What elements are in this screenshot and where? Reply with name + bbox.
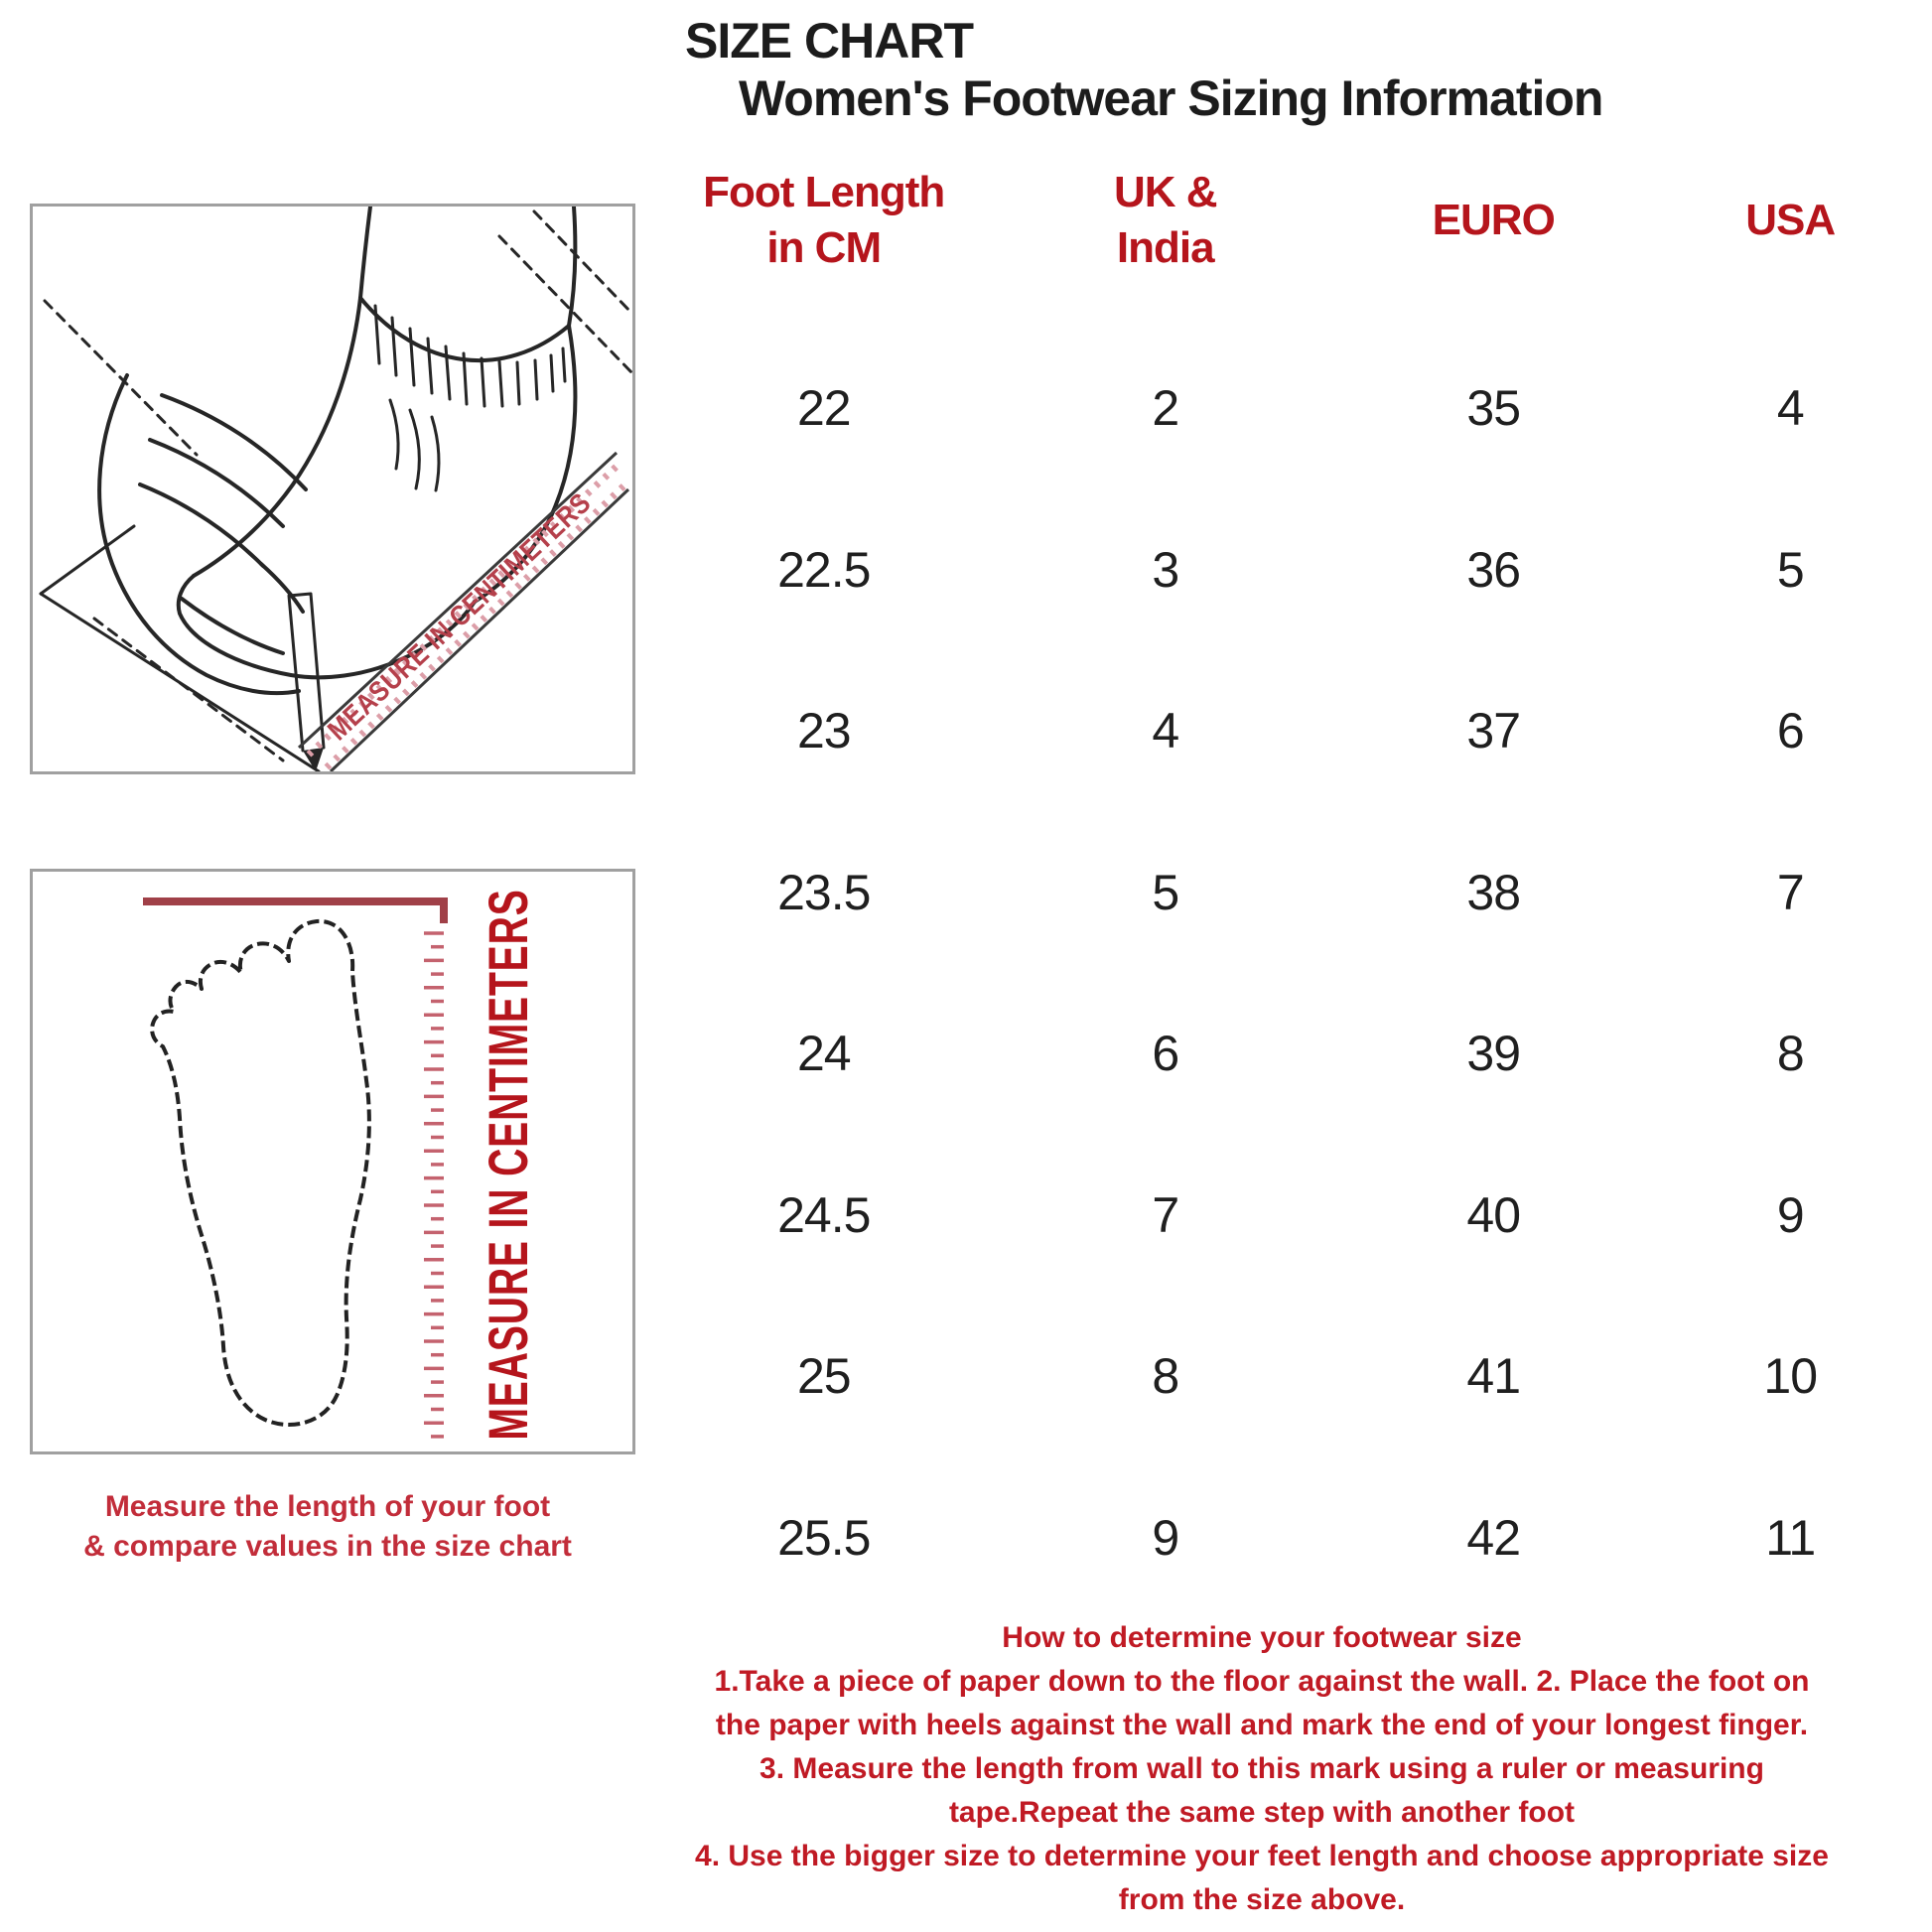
ruler-edge-line [331, 489, 628, 771]
table-cell: 9 [1152, 1509, 1179, 1566]
header-line: USA [1745, 196, 1836, 244]
instructions-lines [626, 1660, 1897, 1922]
table-cell: 5 [1152, 864, 1179, 920]
sock-outline [569, 207, 575, 326]
page-subtitle: Women's Footwear Sizing Information [739, 70, 1603, 126]
ruler-ticks [424, 933, 444, 1437]
wall-edge-line [45, 301, 197, 455]
table-cell: 39 [1466, 1026, 1521, 1082]
instructions-line: 3. Measure the length from wall to this mark using a ruler or measuring [759, 1752, 1764, 1785]
header-line: India [1116, 223, 1214, 272]
footprint-illustration [30, 869, 635, 1454]
table-row [655, 812, 1932, 974]
diagonal-ruler-label: MEASURE IN CENTIMETERS [321, 486, 598, 747]
table-cell: 25.5 [777, 1509, 871, 1566]
table-cell: 22 [796, 380, 851, 437]
header-cell [1648, 157, 1931, 284]
table-cell: 41 [1466, 1348, 1521, 1405]
wall-edge-line [534, 211, 632, 314]
table-cell: 40 [1466, 1186, 1521, 1243]
table-cell: 23 [796, 703, 851, 759]
footprint-outline [152, 921, 369, 1425]
foot-top-outline [194, 298, 360, 576]
header-line: Foot Length [703, 168, 945, 216]
header-cell [1338, 157, 1648, 284]
measure-line [143, 901, 444, 923]
table-row [655, 489, 1932, 651]
sock-fold-lines [390, 400, 439, 490]
table-header-row [655, 157, 1932, 284]
table-cell: 6 [1776, 703, 1804, 759]
table-cell: 9 [1776, 1186, 1804, 1243]
header-line: UK & [1113, 168, 1217, 216]
instructions-line: the paper with heels against the wall and mark the end of your longest finger. [715, 1709, 1809, 1741]
table-cell: 38 [1466, 864, 1521, 920]
table-cell: 25 [796, 1348, 851, 1405]
table-cell: 24 [796, 1026, 851, 1082]
instructions-block [626, 1616, 1897, 1922]
vertical-ruler-label: MEASURE IN CENTIMETERS [479, 889, 540, 1441]
table-cell: 4 [1776, 380, 1804, 437]
size-table [655, 328, 1932, 1618]
table-cell: 22.5 [777, 541, 871, 598]
instructions-line: tape.Repeat the same step with another foot [948, 1796, 1576, 1829]
table-cell: 37 [1466, 703, 1521, 759]
footprint-drawing [33, 872, 632, 1451]
table-cell: 23.5 [777, 864, 871, 920]
thumb-line [182, 599, 283, 653]
header-line: in CM [766, 223, 882, 272]
instructions-line: 4. Use the bigger size to determine your feet length and choose appropriate size [695, 1840, 1829, 1872]
table-cell: 10 [1763, 1348, 1818, 1405]
table-cell: 24.5 [777, 1186, 871, 1243]
table-row [655, 1135, 1932, 1297]
table-cell: 2 [1152, 380, 1179, 437]
table-cell: 11 [1765, 1509, 1816, 1566]
table-cell: 4 [1152, 703, 1179, 759]
caption-line: & compare values in the size chart [83, 1530, 572, 1563]
table-cell: 5 [1776, 541, 1804, 598]
table-cell: 3 [1152, 541, 1179, 598]
measure-foot-illustration [30, 204, 635, 774]
finger-line [140, 484, 263, 566]
sock-outline [360, 207, 370, 298]
caption-line: Measure the length of your foot [104, 1490, 551, 1523]
ruler-tick-row [327, 483, 627, 767]
table-cell: 42 [1466, 1509, 1521, 1566]
page-title: SIZE CHART [685, 13, 973, 69]
illustration-caption [18, 1487, 637, 1567]
header-cell [993, 157, 1339, 284]
sock-ribbing [375, 306, 565, 406]
table-cell: 7 [1152, 1186, 1179, 1243]
pencil [289, 594, 324, 751]
table-cell: 36 [1466, 541, 1521, 598]
header-cell [655, 157, 993, 284]
table-cell: 6 [1152, 1026, 1179, 1082]
header-line: EURO [1432, 196, 1555, 244]
table-row [655, 1457, 1932, 1619]
instructions-line: from the size above. [1118, 1883, 1406, 1916]
finger-line [261, 564, 303, 612]
table-cell: 8 [1776, 1026, 1804, 1082]
table-row [655, 650, 1932, 812]
table-cell: 35 [1466, 380, 1521, 437]
table-row [655, 328, 1932, 489]
table-cell: 7 [1776, 864, 1804, 920]
foot-measure-drawing [33, 207, 632, 771]
instructions-heading: How to determine your footwear size [1002, 1621, 1522, 1654]
table-cell: 8 [1152, 1348, 1179, 1405]
table-row [655, 973, 1932, 1135]
table-row [655, 1296, 1932, 1457]
instructions-line: 1.Take a piece of paper down to the floor against the wall. 2. Place the foot on [714, 1665, 1810, 1698]
